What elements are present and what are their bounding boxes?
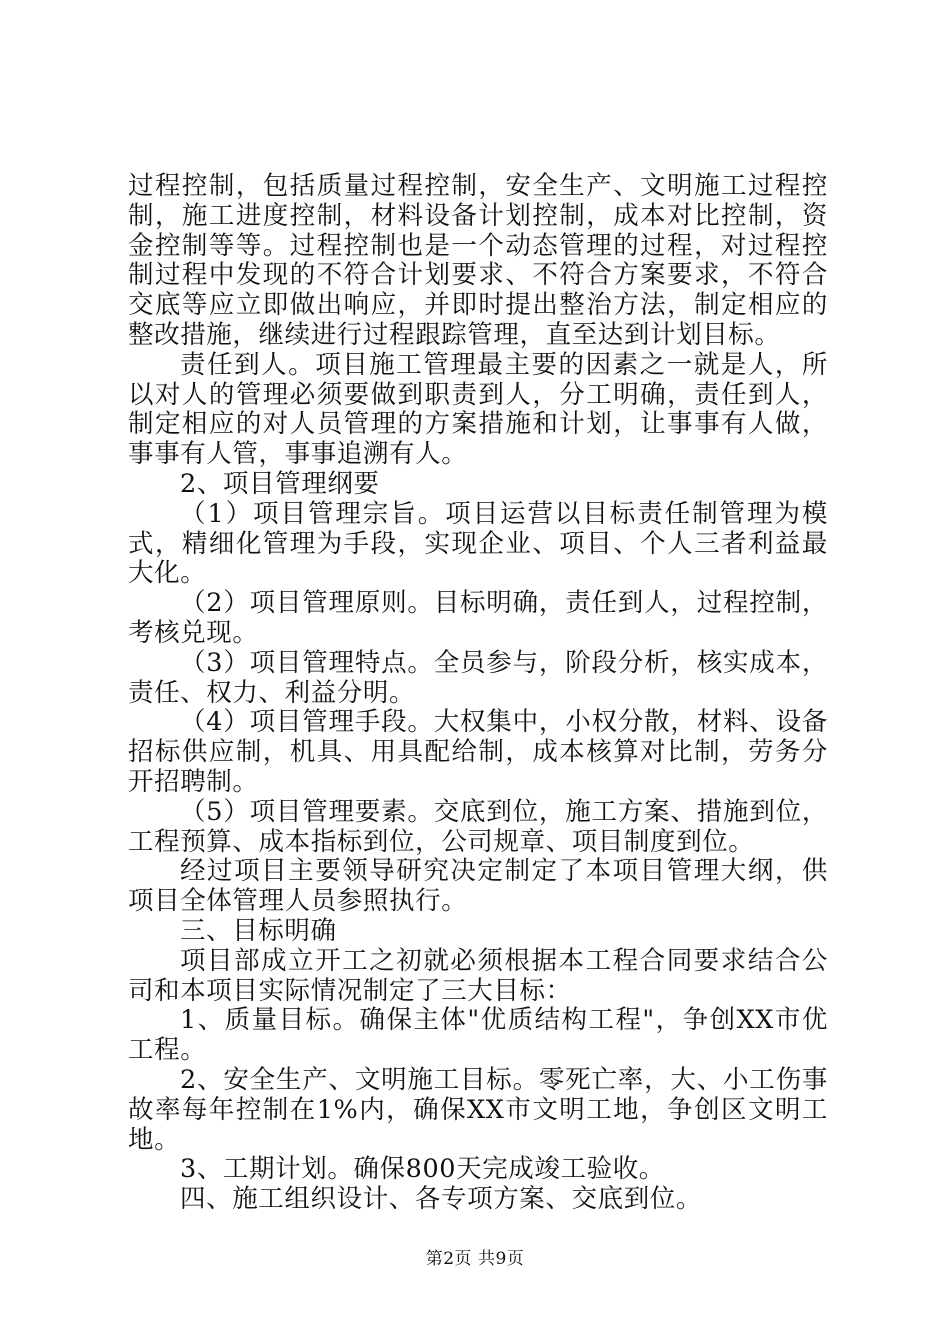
paragraph-outline-decision: 经过项目主要领导研究决定制定了本项目管理大纲，供项目全体管理人员参照执行。 — [128, 856, 828, 917]
document-body — [128, 172, 828, 1215]
paragraph-management-purpose: （1）项目管理宗旨。项目运营以目标责任制管理为模式，精细化管理为手段，实现企业、项目、个人三者利益最大化。 — [128, 498, 828, 589]
heading-construction-design: 四、施工组织设计、各专项方案、交底到位。 — [180, 1184, 703, 1215]
paragraph-process-control: 过程控制，包括质量过程控制，安全生产、文明施工过程控制，施工进度控制，材料设备计划控制，成本对比控制，资金控制等等。过程控制也是一个动态管理的过程，对过程控制过程中发现的不符合计划要求、不符合方案要求，不符合交底等应立即做出响应，并即时提出整治方法，制定相应的整改措施，继续进行过程跟踪管理，直至达到计划目标。 — [128, 171, 828, 350]
paragraph-management-elements: （5）项目管理要素。交底到位，施工方案、措施到位，工程预算、成本指标到位，公司规章、项目制度到位。 — [128, 796, 828, 857]
paragraph-safety-target: 2、安全生产、文明施工目标。零死亡率，大、小工伤事故率每年控制在1%内，确保XX市文明工地，争创区文明工地。 — [128, 1064, 828, 1155]
page-number-footer: 第2页 共9页 — [425, 1249, 525, 1269]
paragraph-management-means: （4）项目管理手段。大权集中，小权分散，材料、设备招标供应制，机具、用具配给制，成本核算对比制，劳务分开招聘制。 — [128, 707, 828, 797]
heading-management-outline: 2、项目管理纲要 — [180, 468, 380, 499]
paragraph-responsibility: 责任到人。项目施工管理最主要的因素之一就是人，所以对人的管理必须要做到职责到人，分工明确，责任到人，制定相应的对人员管理的方案措施和计划，让事事有人做，事事有人管，事事追溯有人。 — [128, 349, 828, 470]
paragraph-management-features: （3）项目管理特点。全员参与，阶段分析，核实成本，责任、权力、利益分明。 — [128, 647, 828, 708]
paragraph-schedule-target: 3、工期计划。确保800天完成竣工验收。 — [180, 1154, 665, 1185]
paragraph-management-principle: （2）项目管理原则。目标明确，责任到人，过程控制，考核兑现。 — [128, 588, 828, 648]
paragraph-quality-target: 1、质量目标。确保主体"优质结构工程"，争创XX市优工程。 — [128, 1005, 828, 1066]
heading-clear-targets: 三、目标明确 — [180, 915, 337, 946]
paragraph-three-targets: 项目部成立开工之初就必须根据本工程合同要求结合公司和本项目实际情况制定了三大目标： — [128, 945, 828, 1006]
